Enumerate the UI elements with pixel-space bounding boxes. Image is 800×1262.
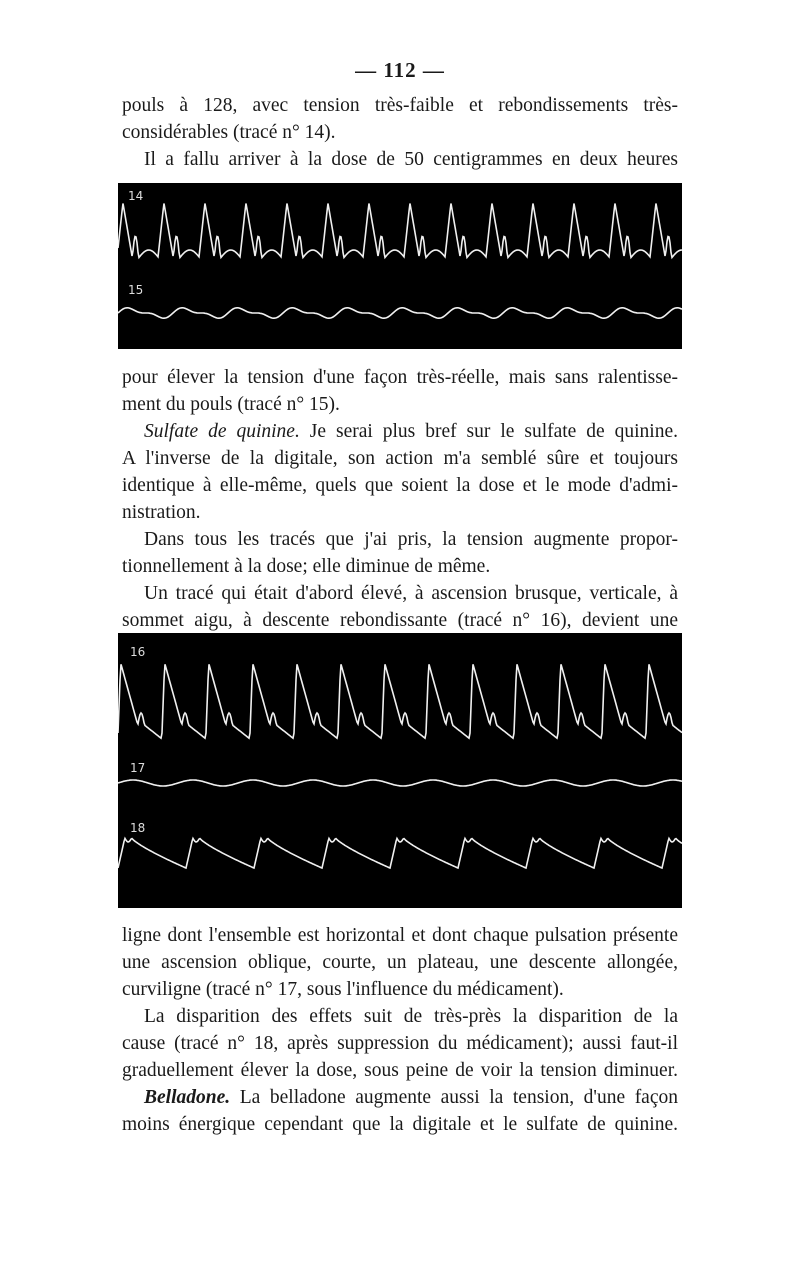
text-line: Dans tous les tracés que j'ai pris, la tension augmente propor- bbox=[144, 529, 678, 550]
trace-18-line bbox=[118, 838, 682, 868]
text-line: considérables (tracé n° 14). bbox=[122, 122, 336, 143]
sphygmograph-figure-2 bbox=[118, 633, 682, 908]
text-line: graduellement élever la dose, sous peine de voir la tension diminuer. bbox=[122, 1060, 678, 1081]
text-line: A l'inverse de la digitale, son action m'a semblé sûre et toujours bbox=[122, 448, 678, 469]
text-line: identique à elle-même, quels que soient la dose et le mode d'admi- bbox=[122, 475, 678, 496]
text-line: nistration. bbox=[122, 502, 201, 523]
paragraph-block-2 bbox=[122, 364, 678, 634]
text-line: cause (tracé n° 18, après suppression du médicament); aussi faut-il bbox=[122, 1033, 678, 1054]
text-line: tionnellement à la dose; elle diminue de même. bbox=[122, 556, 491, 577]
tracing-svg-2 bbox=[118, 633, 682, 908]
paragraph-block-3 bbox=[122, 922, 678, 1138]
text-line: ment du pouls (tracé n° 15). bbox=[122, 394, 340, 415]
trace-17-line bbox=[118, 780, 682, 786]
tracing-svg-1 bbox=[118, 183, 682, 349]
section-heading: Belladone. bbox=[144, 1087, 231, 1108]
text-span: La belladone augmente aussi la tension, d'une façon bbox=[230, 1087, 678, 1108]
text-line: pouls à 128, avec tension très-faible et rebondissements très- bbox=[122, 95, 678, 116]
text-span: Je serai plus bref sur le sulfate de quinine. bbox=[299, 421, 679, 442]
page-number: — 112 — bbox=[355, 58, 445, 82]
text-line: sommet aigu, à descente rebondissante (tracé n° 16), devient une bbox=[122, 610, 678, 631]
text-line bbox=[122, 418, 678, 445]
text-line bbox=[122, 1084, 678, 1111]
text-line: ligne dont l'ensemble est horizontal et dont chaque pulsation présente bbox=[122, 925, 678, 946]
text-line: moins énergique cependant que la digitale et le sulfate de quinine. bbox=[122, 1114, 678, 1135]
trace-label-14: 14 bbox=[128, 189, 144, 203]
text-line: Un tracé qui était d'abord élevé, à ascension brusque, verticale, à bbox=[144, 583, 678, 604]
trace-label-17: 17 bbox=[130, 761, 146, 775]
section-heading: Sulfate de quinine. bbox=[144, 421, 300, 442]
trace-label-18: 18 bbox=[130, 821, 146, 835]
text-line: Il a fallu arriver à la dose de 50 centigrammes en deux heures bbox=[144, 149, 678, 170]
trace-label-15: 15 bbox=[128, 283, 144, 297]
text-line: La disparition des effets suit de très-près la disparition de la bbox=[144, 1006, 678, 1027]
text-line: curviligne (tracé n° 17, sous l'influence du médicament). bbox=[122, 979, 564, 1000]
paragraph-block-1 bbox=[122, 92, 678, 173]
trace-16-line bbox=[118, 664, 682, 738]
sphygmograph-figure-1 bbox=[118, 183, 682, 349]
text-line: une ascension oblique, courte, un plateau, une descente allongée, bbox=[122, 952, 678, 973]
trace-label-16: 16 bbox=[130, 645, 146, 659]
trace-15-line bbox=[118, 308, 682, 318]
trace-14-line bbox=[118, 204, 682, 258]
text-line: pour élever la tension d'une façon très-réelle, mais sans ralentisse- bbox=[122, 367, 678, 388]
